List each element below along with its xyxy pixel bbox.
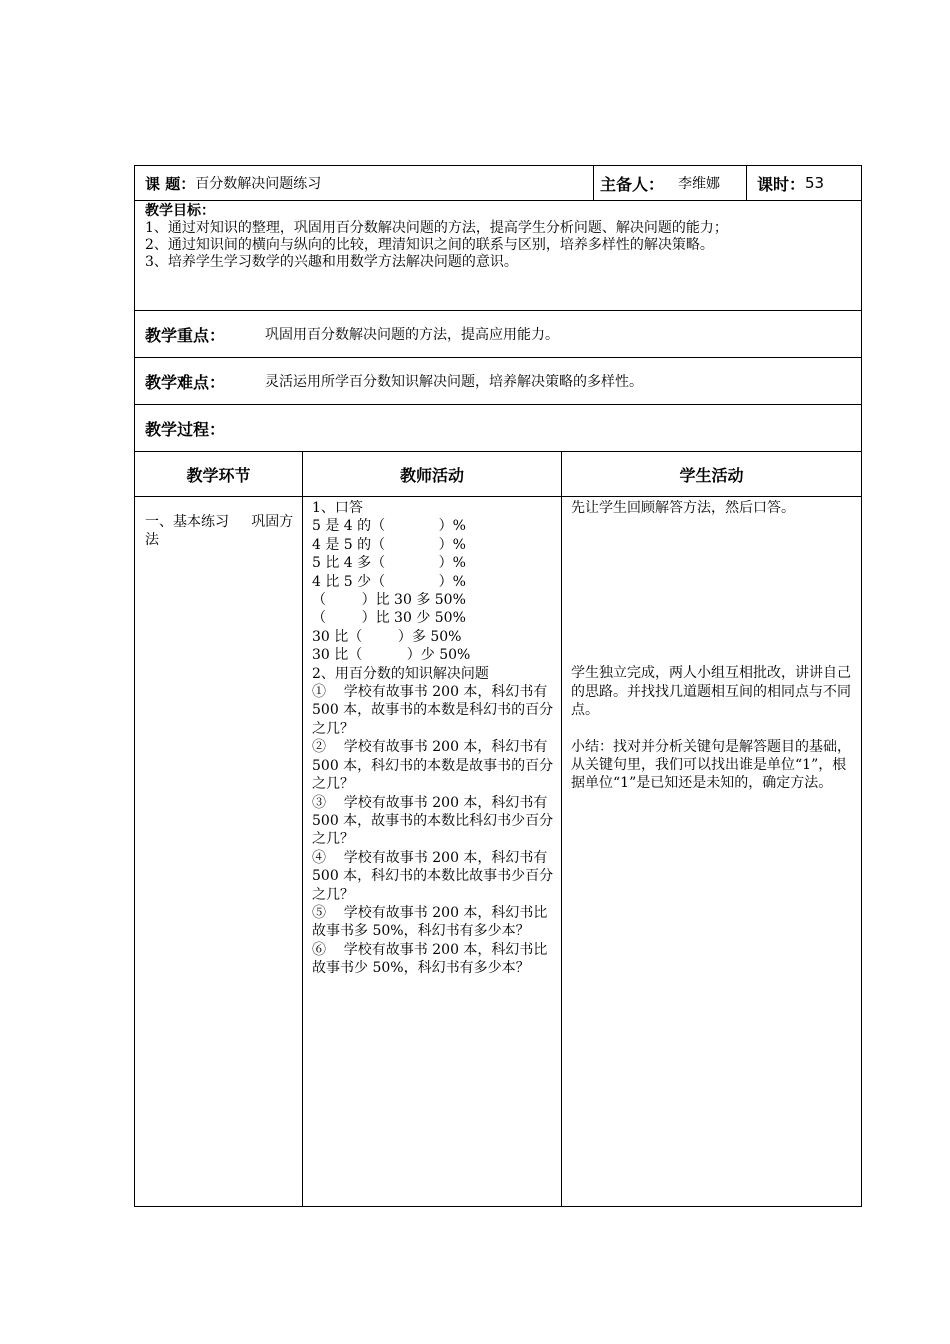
lesson-plan-table	[134, 165, 862, 1207]
header-stage: 教学环节	[135, 452, 303, 496]
topic-label: 课 题：	[145, 174, 196, 193]
oral-item: 4 是 5 的（ ）%	[312, 536, 466, 553]
teaching-process	[135, 405, 861, 452]
difficulty-value: 灵活运用所学百分数知识解决问题，培养解决策略的多样性。	[265, 374, 643, 390]
problem-item: ① 学校有故事书 200 本，科幻书有 500 本，故事书的本数是科幻书的百分之几？	[312, 684, 554, 737]
problem-item: ④ 学校有故事书 200 本，科幻书有 500 本，科幻书的本数比故事书少百分之几？	[312, 849, 554, 903]
period-cell	[747, 166, 861, 200]
header-student: 学生活动	[679, 465, 744, 485]
problems-title: 2、用百分数的知识解决问题	[312, 665, 489, 682]
teaching-difficulty	[135, 358, 861, 405]
process-label: 教学过程：	[145, 419, 226, 439]
student-activity-cell	[562, 497, 861, 1206]
table-header-row	[135, 452, 861, 497]
preparer-value: 李维娜	[678, 176, 721, 192]
teaching-goals	[135, 201, 861, 311]
goals-label: 教学目标：	[145, 203, 215, 219]
student-summary: 小结：找对并分析关键句是解答题目的基础，从关键句里，我们可以找出谁是单位“1”，根据单位“1”是已知还是未知的，确定方法。	[571, 738, 851, 792]
oral-item: 30 比（ ）多 50%	[312, 628, 462, 645]
stage-text: 一、基本练习 巩固方法	[145, 514, 294, 549]
table-body-row	[135, 497, 861, 1206]
teaching-focus	[135, 311, 861, 358]
student-note-1: 先让学生回顾解答方法，然后口答。	[571, 500, 795, 516]
header-teacher: 教师活动	[303, 452, 562, 496]
goal-item: 1、通过对知识的整理，巩固用百分数解决问题的方法，提高学生分析问题、解决问题的能力；	[145, 220, 728, 236]
difficulty-label: 教学难点：	[145, 372, 226, 392]
oral-item: 30 比（ ）少 50%	[312, 647, 471, 664]
period-value: 53	[805, 174, 825, 192]
teacher-activity-cell	[303, 497, 562, 1206]
oral-item: 5 比 4 多（ ）%	[312, 555, 466, 572]
period-label: 课时：	[757, 174, 806, 194]
preparer-cell	[594, 166, 747, 200]
oral-title: 1、口答	[312, 500, 363, 516]
title-row	[135, 166, 861, 201]
preparer-label: 主备人：	[600, 174, 665, 194]
problem-item: ⑤ 学校有故事书 200 本，科幻书比故事书多 50%，科幻书有多少本？	[312, 904, 548, 940]
oral-item: 4 比 5 少（ ）%	[312, 573, 466, 590]
topic-cell	[135, 166, 594, 200]
problem-item: ⑥ 学校有故事书 200 本，科幻书比故事书少 50%，科幻书有多少本？	[312, 941, 548, 977]
focus-value: 巩固用百分数解决问题的方法，提高应用能力。	[265, 327, 559, 343]
oral-item: （ ）比 30 多 50%	[312, 592, 466, 609]
problem-item: ③ 学校有故事书 200 本，科幻书有 500 本，故事书的本数比科幻书少百分之几？	[312, 794, 554, 848]
problem-item: ② 学校有故事书 200 本，科幻书有 500 本，科幻书的本数是故事书的百分之几？	[312, 739, 554, 793]
topic-value: 百分数解决问题练习	[195, 176, 322, 192]
goal-item: 2、通过知识间的横向与纵向的比较，理清知识之间的联系与区别，培养多样性的解决策略。	[145, 237, 714, 253]
goal-item: 3、培养学生学习数学的兴趣和用数学方法解决问题的意识。	[145, 254, 518, 270]
student-note-2: 学生独立完成，两人小组互相批改，讲讲自己的思路。并找找几道题相互间的相同点与不同点。	[571, 665, 851, 719]
oral-item: （ ）比 30 少 50%	[312, 610, 466, 627]
oral-item: 5 是 4 的（ ）%	[312, 518, 466, 535]
stage-cell	[135, 497, 303, 1206]
focus-label: 教学重点：	[145, 325, 226, 345]
